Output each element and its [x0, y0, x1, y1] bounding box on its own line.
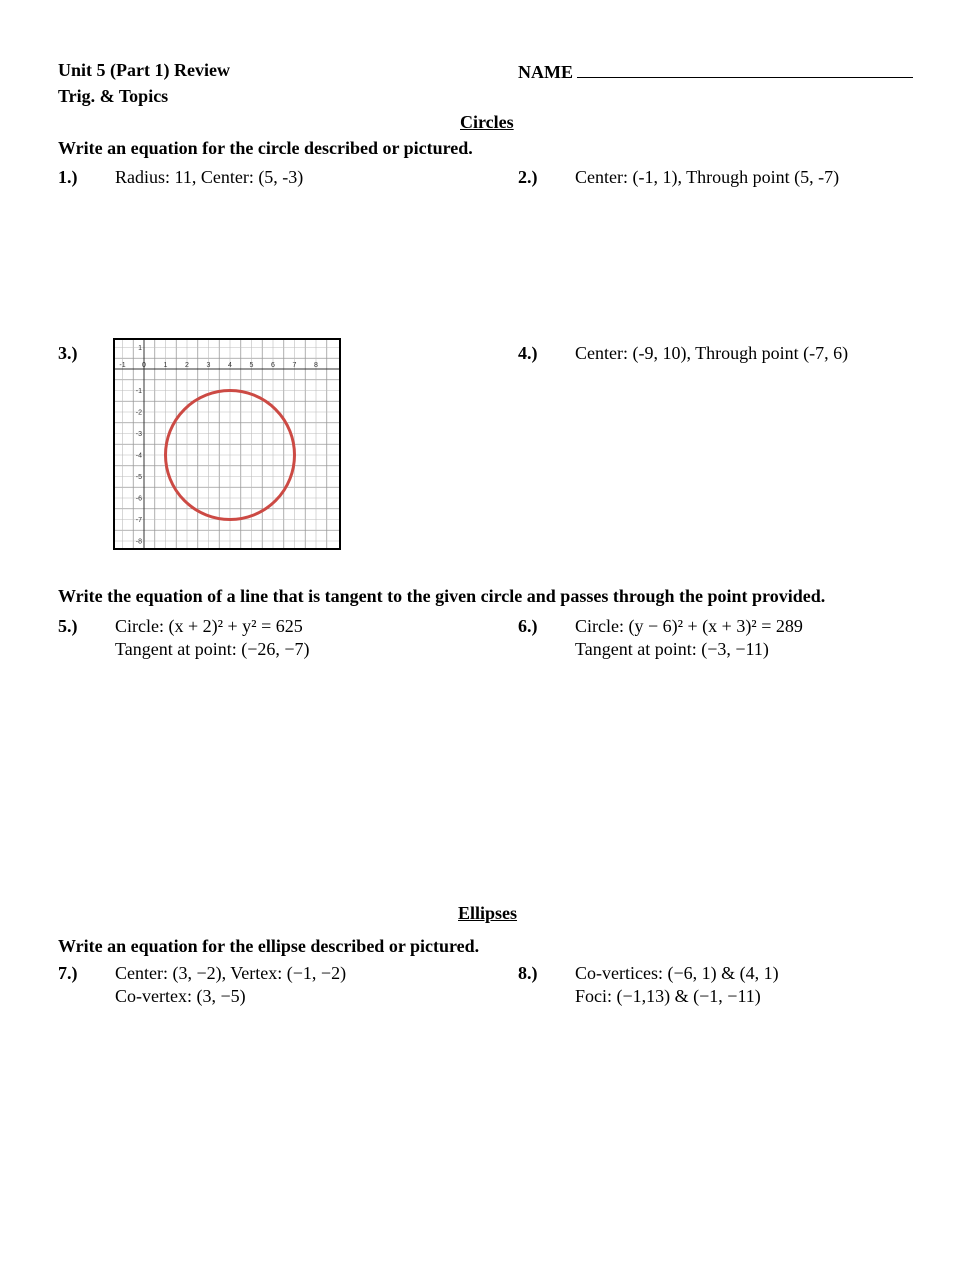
- ellipses-heading: Ellipses: [458, 903, 518, 923]
- y-tick-label: -7: [135, 517, 142, 524]
- y-tick-label: -5: [135, 474, 142, 481]
- x-tick-label: 8: [314, 362, 318, 369]
- problem-7-center: Center: (3, −2), Vertex: (−1, −2): [115, 963, 347, 983]
- y-tick-label: 1: [138, 345, 142, 352]
- y-tick-label: -1: [135, 388, 142, 395]
- x-tick-label: 4: [228, 362, 232, 369]
- problem-6-point: Tangent at point: (−3, −11): [575, 639, 769, 659]
- y-tick-label: -8: [135, 538, 142, 546]
- problem-8-foci: Foci: (−1,13) & (−1, −11): [575, 986, 761, 1006]
- circle-graph-svg: [113, 338, 341, 550]
- x-tick-label: 0: [142, 362, 146, 369]
- x-tick-label: 2: [185, 362, 189, 369]
- name-blank-line[interactable]: [577, 61, 913, 78]
- course-name: Trig. & Topics: [58, 86, 169, 106]
- y-tick-label: -4: [135, 452, 142, 460]
- problem-number: 3.): [58, 343, 78, 363]
- circles-heading: Circles: [460, 112, 514, 132]
- name-field[interactable]: [518, 61, 913, 81]
- x-tick-label: 6: [271, 362, 275, 369]
- problem-6-circle: Circle: (y − 6)² + (x + 3)² = 289: [575, 616, 803, 636]
- problem-8-covertices: Co-vertices: (−6, 1) & (4, 1): [575, 963, 779, 983]
- problem-number: 2.): [518, 167, 538, 187]
- name-label: NAME: [518, 62, 573, 82]
- problem-2-text: Center: (-1, 1), Through point (5, -7): [575, 167, 840, 187]
- x-tick-label: -1: [119, 362, 126, 369]
- y-tick-label: -2: [135, 409, 142, 417]
- circle-graph: [113, 338, 341, 550]
- tangent-instruction: Write the equation of a line that is tangent to the given circle and passes through the point provided.: [58, 586, 826, 606]
- problem-number: 5.): [58, 616, 78, 636]
- problem-1-text: Radius: 11, Center: (5, -3): [115, 167, 304, 187]
- x-tick-label: 1: [163, 362, 168, 369]
- problem-5-point: Tangent at point: (−26, −7): [115, 639, 310, 659]
- problem-number: 6.): [518, 616, 538, 636]
- x-tick-label: 5: [249, 362, 254, 369]
- y-tick-label: -3: [135, 431, 142, 438]
- worksheet-title: Unit 5 (Part 1) Review: [58, 60, 230, 80]
- ellipses-instruction: Write an equation for the ellipse described or pictured.: [58, 936, 480, 956]
- problem-7-covertex: Co-vertex: (3, −5): [115, 986, 246, 1006]
- problem-4-text: Center: (-9, 10), Through point (-7, 6): [575, 343, 849, 363]
- problem-number: 7.): [58, 963, 78, 983]
- problem-number: 8.): [518, 963, 538, 983]
- x-tick-label: 3: [206, 362, 211, 369]
- problem-5-circle: Circle: (x + 2)² + y² = 625: [115, 616, 303, 636]
- circles-instruction: Write an equation for the circle described or pictured.: [58, 138, 473, 158]
- problem-number: 1.): [58, 167, 78, 187]
- y-tick-label: -6: [135, 495, 142, 503]
- x-tick-label: 7: [292, 362, 297, 369]
- problem-number: 4.): [518, 343, 538, 363]
